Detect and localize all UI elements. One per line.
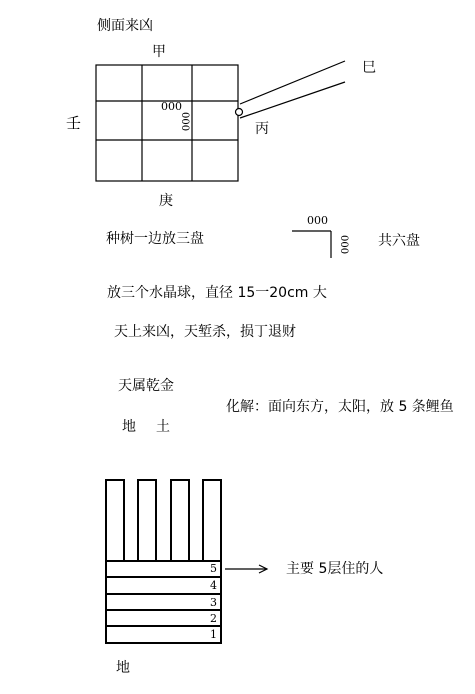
tian-qian-jin-text: 天属乾金 [118, 378, 174, 394]
side-incoming-label: 侧面来凶 [97, 18, 153, 34]
jia-label: 甲 [152, 44, 166, 60]
earth-di-label: 地 [122, 419, 136, 435]
junction-circle [236, 109, 243, 116]
earth-tu-label: 土 [156, 419, 170, 435]
ren-label: 壬 [66, 114, 82, 132]
grid-mark-vertical: 000 [179, 112, 190, 132]
corner-mark-vertical: 000 [338, 235, 349, 255]
heaven-evil-text: 天上来凶，天堑杀，损丁退财 [114, 324, 296, 340]
plant-trees-text: 种树一边放三盘 [106, 231, 204, 247]
grid-box [96, 65, 238, 181]
floor-3-label: 3 [210, 596, 217, 609]
road-lines [240, 61, 345, 118]
grid-mark: 000 [161, 100, 182, 113]
six-plates-text: 共六盘 [378, 233, 420, 249]
floor-4-label: 4 [210, 579, 217, 592]
corner-bracket [292, 231, 331, 258]
main-floor-note: 主要 5层住的人 [286, 561, 384, 577]
crystal-balls-text: 放三个水晶球，直径 15一20cm 大 [107, 285, 327, 301]
bing-label: 丙 [255, 121, 269, 137]
floor-5-label: 5 [210, 562, 217, 575]
floor-arrow [225, 565, 267, 573]
corner-mark: 000 [307, 214, 328, 227]
si-label: 巳 [362, 60, 376, 76]
floor-1-label: 1 [210, 628, 217, 641]
geng-label: 庚 [159, 193, 173, 209]
remedy-text: 化解：面向东方，太阳，放 5 条鲤鱼 [226, 399, 454, 415]
floor-2-label: 2 [210, 612, 217, 625]
building-floors [106, 561, 221, 643]
ground-label: 地 [116, 660, 130, 676]
building-columns [106, 480, 221, 561]
